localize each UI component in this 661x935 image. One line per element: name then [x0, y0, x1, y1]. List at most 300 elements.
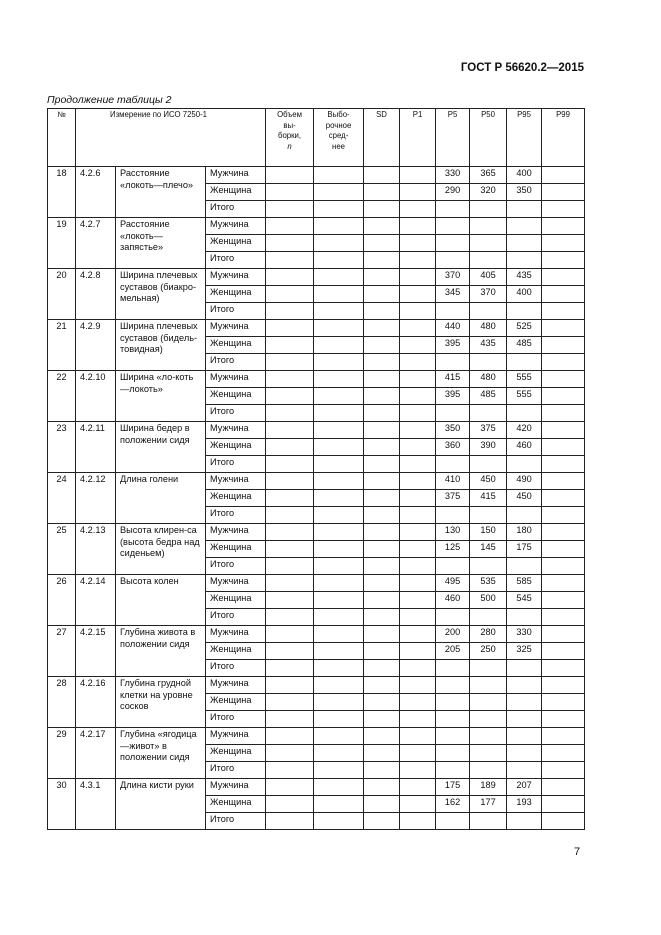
p5-cell: 350	[436, 422, 470, 439]
p50-cell: 480	[470, 320, 507, 337]
mean-cell	[314, 507, 364, 524]
sex-label: Женщина	[206, 541, 266, 558]
sd-cell	[364, 779, 400, 796]
sex-label: Итого	[206, 354, 266, 371]
sex-label: Мужчина	[206, 473, 266, 490]
sd-cell	[364, 184, 400, 201]
p50-cell: 375	[470, 422, 507, 439]
sample-size-cell	[266, 694, 314, 711]
p50-cell	[470, 609, 507, 626]
sex-label: Женщина	[206, 439, 266, 456]
p1-cell	[400, 184, 436, 201]
measurement-name: Ширина «ло-коть—локоть»	[116, 371, 206, 422]
sd-cell	[364, 694, 400, 711]
p1-cell	[400, 728, 436, 745]
sd-cell	[364, 167, 400, 184]
p99-cell	[542, 303, 585, 320]
p1-cell	[400, 218, 436, 235]
row-number: 29	[48, 728, 76, 779]
sample-size-cell	[266, 660, 314, 677]
p5-cell	[436, 201, 470, 218]
sd-cell	[364, 541, 400, 558]
p95-cell: 435	[507, 269, 542, 286]
row-number: 19	[48, 218, 76, 269]
p99-cell	[542, 677, 585, 694]
sd-cell	[364, 813, 400, 830]
p50-cell: 250	[470, 643, 507, 660]
sex-label: Женщина	[206, 286, 266, 303]
mean-cell	[314, 388, 364, 405]
sex-label: Мужчина	[206, 575, 266, 592]
header-no: №	[48, 109, 76, 167]
measurement-name: Расстояние «локоть—плечо»	[116, 167, 206, 218]
p99-cell	[542, 728, 585, 745]
sex-label: Итого	[206, 507, 266, 524]
mean-cell	[314, 626, 364, 643]
mean-cell	[314, 711, 364, 728]
sd-cell	[364, 405, 400, 422]
sex-label: Женщина	[206, 490, 266, 507]
p5-cell: 345	[436, 286, 470, 303]
table-row	[48, 320, 585, 337]
measurement-name: Ширина плечевых суставов (бидель-товидная)	[116, 320, 206, 371]
p5-cell: 360	[436, 439, 470, 456]
header-mean: Выбо- рочное сред- нее	[314, 109, 364, 167]
p1-cell	[400, 371, 436, 388]
sd-cell	[364, 711, 400, 728]
p99-cell	[542, 184, 585, 201]
p1-cell	[400, 796, 436, 813]
p50-cell: 405	[470, 269, 507, 286]
p1-cell	[400, 337, 436, 354]
mean-cell	[314, 643, 364, 660]
p1-cell	[400, 643, 436, 660]
p50-cell	[470, 728, 507, 745]
sample-size-cell	[266, 371, 314, 388]
mean-cell	[314, 371, 364, 388]
sex-label: Итого	[206, 609, 266, 626]
sd-cell	[364, 745, 400, 762]
p5-cell	[436, 456, 470, 473]
p99-cell	[542, 439, 585, 456]
p99-cell	[542, 218, 585, 235]
p99-cell	[542, 626, 585, 643]
p5-cell	[436, 558, 470, 575]
sd-cell	[364, 558, 400, 575]
p95-cell	[507, 218, 542, 235]
anthropometric-table	[47, 108, 585, 830]
p50-cell	[470, 711, 507, 728]
p95-cell	[507, 235, 542, 252]
sample-size-cell	[266, 354, 314, 371]
p50-cell: 480	[470, 371, 507, 388]
p95-cell: 350	[507, 184, 542, 201]
p50-cell	[470, 252, 507, 269]
p50-cell: 280	[470, 626, 507, 643]
sample-size-cell	[266, 269, 314, 286]
sex-label: Женщина	[206, 796, 266, 813]
sd-cell	[364, 201, 400, 218]
p99-cell	[542, 813, 585, 830]
p50-cell: 415	[470, 490, 507, 507]
sex-label: Женщина	[206, 592, 266, 609]
p5-cell	[436, 711, 470, 728]
mean-cell	[314, 439, 364, 456]
mean-cell	[314, 184, 364, 201]
sd-cell	[364, 796, 400, 813]
sd-cell	[364, 728, 400, 745]
p1-cell	[400, 473, 436, 490]
p5-cell	[436, 252, 470, 269]
p5-cell	[436, 609, 470, 626]
sample-size-cell	[266, 286, 314, 303]
sex-label: Мужчина	[206, 422, 266, 439]
mean-cell	[314, 286, 364, 303]
header-p50: P50	[470, 109, 507, 167]
p99-cell	[542, 201, 585, 218]
p1-cell	[400, 167, 436, 184]
sd-cell	[364, 592, 400, 609]
p95-cell	[507, 711, 542, 728]
sd-cell	[364, 286, 400, 303]
p1-cell	[400, 524, 436, 541]
mean-cell	[314, 167, 364, 184]
row-number: 27	[48, 626, 76, 677]
p99-cell	[542, 745, 585, 762]
sample-size-cell	[266, 643, 314, 660]
p50-cell	[470, 405, 507, 422]
sample-size-cell	[266, 745, 314, 762]
measurement-name: Длина голени	[116, 473, 206, 524]
sex-label: Итого	[206, 711, 266, 728]
p5-cell: 410	[436, 473, 470, 490]
p99-cell	[542, 473, 585, 490]
sample-size-cell	[266, 456, 314, 473]
sex-label: Женщина	[206, 745, 266, 762]
p5-cell	[436, 677, 470, 694]
p1-cell	[400, 609, 436, 626]
p5-cell	[436, 354, 470, 371]
sd-cell	[364, 320, 400, 337]
p1-cell	[400, 388, 436, 405]
header-p95: P95	[507, 109, 542, 167]
p50-cell: 535	[470, 575, 507, 592]
p95-cell	[507, 694, 542, 711]
p50-cell	[470, 218, 507, 235]
mean-cell	[314, 813, 364, 830]
sex-label: Итого	[206, 456, 266, 473]
mean-cell	[314, 762, 364, 779]
sex-label: Мужчина	[206, 167, 266, 184]
p50-cell: 485	[470, 388, 507, 405]
p95-cell: 330	[507, 626, 542, 643]
sd-cell	[364, 507, 400, 524]
row-number: 18	[48, 167, 76, 218]
p1-cell	[400, 354, 436, 371]
mean-cell	[314, 660, 364, 677]
p50-cell: 365	[470, 167, 507, 184]
sd-cell	[364, 422, 400, 439]
p99-cell	[542, 575, 585, 592]
header-measurement: Измерение по ИСО 7250-1	[76, 109, 266, 167]
measurement-code: 4.2.10	[76, 371, 116, 422]
p99-cell	[542, 609, 585, 626]
p95-cell	[507, 405, 542, 422]
sample-size-cell	[266, 473, 314, 490]
p50-cell: 500	[470, 592, 507, 609]
p50-cell: 320	[470, 184, 507, 201]
p99-cell	[542, 456, 585, 473]
row-number: 20	[48, 269, 76, 320]
mean-cell	[314, 405, 364, 422]
p99-cell	[542, 490, 585, 507]
p1-cell	[400, 779, 436, 796]
p5-cell: 130	[436, 524, 470, 541]
p95-cell: 545	[507, 592, 542, 609]
sample-size-cell	[266, 677, 314, 694]
mean-cell	[314, 456, 364, 473]
p1-cell	[400, 405, 436, 422]
header-p5: P5	[436, 109, 470, 167]
mean-cell	[314, 473, 364, 490]
sd-cell	[364, 490, 400, 507]
sex-label: Итого	[206, 660, 266, 677]
sd-cell	[364, 303, 400, 320]
mean-cell	[314, 541, 364, 558]
p5-cell	[436, 762, 470, 779]
p99-cell	[542, 779, 585, 796]
header-p99: P99	[542, 109, 585, 167]
p50-cell: 370	[470, 286, 507, 303]
p1-cell	[400, 507, 436, 524]
mean-cell	[314, 490, 364, 507]
mean-cell	[314, 677, 364, 694]
p95-cell	[507, 456, 542, 473]
p1-cell	[400, 439, 436, 456]
table-row	[48, 218, 585, 235]
sex-label: Женщина	[206, 184, 266, 201]
p1-cell	[400, 558, 436, 575]
p1-cell	[400, 626, 436, 643]
p5-cell	[436, 218, 470, 235]
row-number: 26	[48, 575, 76, 626]
sd-cell	[364, 371, 400, 388]
p95-cell	[507, 507, 542, 524]
sex-label: Итого	[206, 303, 266, 320]
p1-cell	[400, 762, 436, 779]
sex-label: Мужчина	[206, 218, 266, 235]
p5-cell	[436, 303, 470, 320]
p50-cell: 390	[470, 439, 507, 456]
sd-cell	[364, 218, 400, 235]
p1-cell	[400, 745, 436, 762]
p99-cell	[542, 762, 585, 779]
sex-label: Итого	[206, 201, 266, 218]
row-number: 25	[48, 524, 76, 575]
sd-cell	[364, 269, 400, 286]
sample-size-cell	[266, 728, 314, 745]
p50-cell: 450	[470, 473, 507, 490]
measurement-name: Высота клирен-са (высота бедра над сиденьем)	[116, 524, 206, 575]
p99-cell	[542, 371, 585, 388]
p5-cell: 200	[436, 626, 470, 643]
p5-cell: 415	[436, 371, 470, 388]
sample-size-cell	[266, 541, 314, 558]
p1-cell	[400, 201, 436, 218]
p5-cell: 205	[436, 643, 470, 660]
measurement-code: 4.2.17	[76, 728, 116, 779]
p1-cell	[400, 660, 436, 677]
measurement-code: 4.2.16	[76, 677, 116, 728]
p50-cell	[470, 201, 507, 218]
p1-cell	[400, 711, 436, 728]
sex-label: Женщина	[206, 388, 266, 405]
p50-cell	[470, 303, 507, 320]
sd-cell	[364, 252, 400, 269]
p95-cell: 460	[507, 439, 542, 456]
p99-cell	[542, 252, 585, 269]
p99-cell	[542, 337, 585, 354]
p5-cell	[436, 728, 470, 745]
measurement-code: 4.2.7	[76, 218, 116, 269]
p95-cell: 555	[507, 388, 542, 405]
sample-size-cell	[266, 320, 314, 337]
p1-cell	[400, 422, 436, 439]
p95-cell: 325	[507, 643, 542, 660]
sample-size-cell	[266, 235, 314, 252]
p99-cell	[542, 507, 585, 524]
p5-cell: 370	[436, 269, 470, 286]
p1-cell	[400, 269, 436, 286]
table-row	[48, 422, 585, 439]
p95-cell: 555	[507, 371, 542, 388]
p95-cell: 420	[507, 422, 542, 439]
p99-cell	[542, 694, 585, 711]
table-row	[48, 269, 585, 286]
p95-cell: 485	[507, 337, 542, 354]
p1-cell	[400, 694, 436, 711]
document-code: ГОСТ Р 56620.2—2015	[460, 62, 584, 74]
sex-label: Мужчина	[206, 320, 266, 337]
measurement-name: Расстояние «локоть—запястье»	[116, 218, 206, 269]
p99-cell	[542, 405, 585, 422]
sex-label: Женщина	[206, 235, 266, 252]
p99-cell	[542, 269, 585, 286]
p1-cell	[400, 490, 436, 507]
sex-label: Мужчина	[206, 371, 266, 388]
p95-cell	[507, 728, 542, 745]
mean-cell	[314, 609, 364, 626]
sd-cell	[364, 626, 400, 643]
mean-cell	[314, 252, 364, 269]
p50-cell	[470, 354, 507, 371]
p1-cell	[400, 575, 436, 592]
p1-cell	[400, 286, 436, 303]
p5-cell	[436, 235, 470, 252]
p50-cell: 145	[470, 541, 507, 558]
p50-cell	[470, 677, 507, 694]
sample-size-cell	[266, 813, 314, 830]
p5-cell: 495	[436, 575, 470, 592]
measurement-code: 4.2.6	[76, 167, 116, 218]
p50-cell: 189	[470, 779, 507, 796]
sex-label: Мужчина	[206, 677, 266, 694]
p95-cell: 400	[507, 167, 542, 184]
p95-cell: 585	[507, 575, 542, 592]
p99-cell	[542, 796, 585, 813]
p95-cell: 175	[507, 541, 542, 558]
table-header-row	[48, 109, 585, 167]
sample-size-cell	[266, 218, 314, 235]
p95-cell: 180	[507, 524, 542, 541]
measurement-code: 4.2.8	[76, 269, 116, 320]
mean-cell	[314, 592, 364, 609]
p99-cell	[542, 541, 585, 558]
p1-cell	[400, 592, 436, 609]
p5-cell: 125	[436, 541, 470, 558]
sd-cell	[364, 524, 400, 541]
p99-cell	[542, 235, 585, 252]
measurement-name: Ширина бедер в положении сидя	[116, 422, 206, 473]
p95-cell	[507, 745, 542, 762]
p95-cell	[507, 660, 542, 677]
p5-cell: 460	[436, 592, 470, 609]
sample-size-cell	[266, 201, 314, 218]
p5-cell	[436, 813, 470, 830]
table-row	[48, 167, 585, 184]
p50-cell	[470, 660, 507, 677]
sample-size-cell	[266, 711, 314, 728]
mean-cell	[314, 796, 364, 813]
p99-cell	[542, 354, 585, 371]
p1-cell	[400, 252, 436, 269]
sample-size-cell	[266, 167, 314, 184]
row-number: 30	[48, 779, 76, 830]
p99-cell	[542, 643, 585, 660]
table-row	[48, 677, 585, 694]
p95-cell: 490	[507, 473, 542, 490]
p50-cell	[470, 813, 507, 830]
p95-cell	[507, 762, 542, 779]
sd-cell	[364, 388, 400, 405]
measurement-name: Глубина грудной клетки на уровне сосков	[116, 677, 206, 728]
p95-cell	[507, 609, 542, 626]
sample-size-cell	[266, 490, 314, 507]
sd-cell	[364, 609, 400, 626]
p5-cell: 395	[436, 388, 470, 405]
row-number: 28	[48, 677, 76, 728]
sd-cell	[364, 762, 400, 779]
p95-cell	[507, 303, 542, 320]
sex-label: Итого	[206, 558, 266, 575]
p99-cell	[542, 660, 585, 677]
p5-cell	[436, 660, 470, 677]
p1-cell	[400, 677, 436, 694]
measurement-name: Длина кисти руки	[116, 779, 206, 830]
p95-cell	[507, 677, 542, 694]
sex-label: Женщина	[206, 643, 266, 660]
measurement-code: 4.3.1	[76, 779, 116, 830]
mean-cell	[314, 303, 364, 320]
sex-label: Мужчина	[206, 779, 266, 796]
sample-size-cell	[266, 252, 314, 269]
p50-cell	[470, 694, 507, 711]
sample-size-cell	[266, 796, 314, 813]
p99-cell	[542, 558, 585, 575]
measurement-code: 4.2.9	[76, 320, 116, 371]
header-sample-size: Объем вы- борки, n	[266, 109, 314, 167]
sample-size-cell	[266, 405, 314, 422]
